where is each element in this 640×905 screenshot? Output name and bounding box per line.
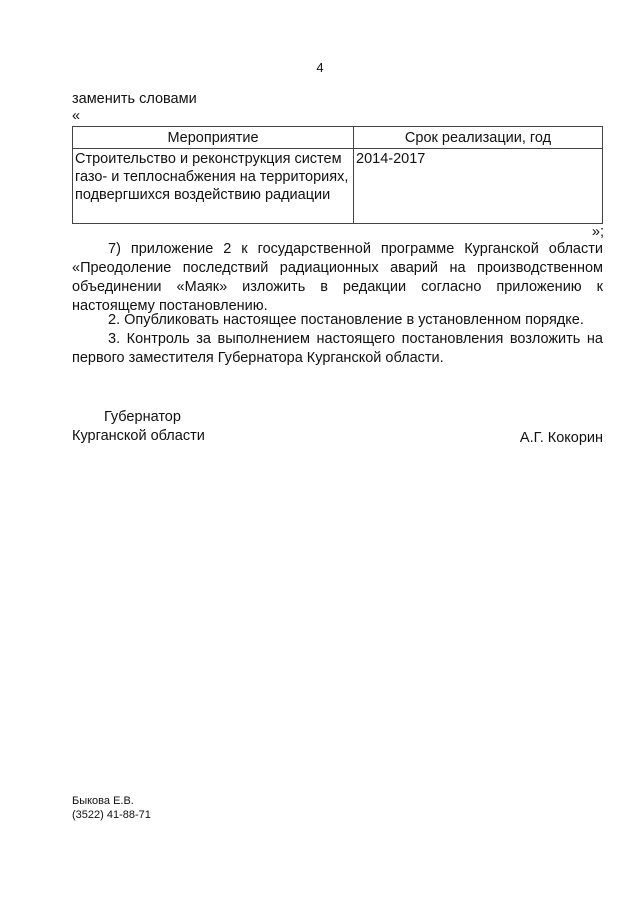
signature-name: А.Г. Кокорин bbox=[519, 430, 603, 446]
measures-table bbox=[72, 126, 603, 224]
page-number: 4 bbox=[316, 60, 324, 75]
cell-measure: Строительство и реконструкция систем газо- и теплоснабжения на территориях, подвергшихся воздействию радиации bbox=[73, 149, 354, 224]
opening-quote: « bbox=[72, 108, 81, 124]
executor-name: Быкова Е.В. bbox=[72, 795, 134, 807]
table-row bbox=[73, 149, 603, 224]
paragraph-publish: 2. Опубликовать настоящее постановление в установленном порядке. bbox=[108, 312, 584, 328]
closing-quote: »; bbox=[591, 224, 604, 240]
paragraph-control: 3. Контроль за выполнением настоящего постановления возложить на первого заместителя Губернатора Курганской области. bbox=[72, 331, 603, 366]
signature-region: Курганской области bbox=[72, 428, 205, 444]
table-header-row bbox=[73, 127, 603, 149]
cell-period: 2014-2017 bbox=[354, 149, 603, 224]
executor-block bbox=[72, 794, 151, 822]
intro-text: заменить словами bbox=[72, 91, 197, 107]
executor-phone: (3522) 41-88-71 bbox=[72, 809, 151, 821]
header-measure: Мероприятие bbox=[73, 127, 354, 149]
header-period: Срок реализации, год bbox=[354, 127, 603, 149]
paragraph-7: 7) приложение 2 к государственной программе Курганской области «Преодоление последствий радиационных аварий на производственном объединении «Маяк» изложить в редакции согласно приложению к настоящему постановлению. bbox=[72, 241, 603, 314]
signature-title: Губернатор bbox=[104, 409, 181, 425]
